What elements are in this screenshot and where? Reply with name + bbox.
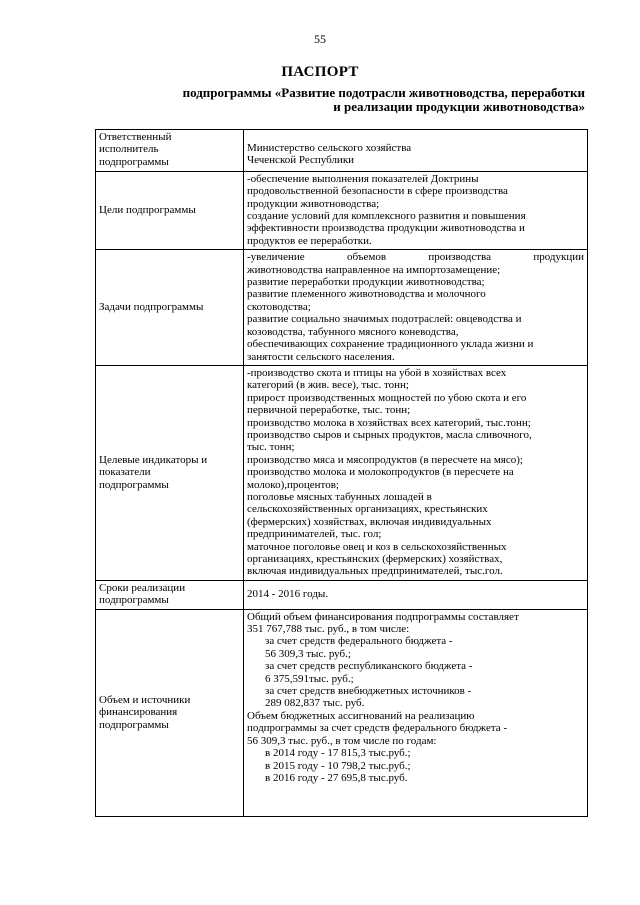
subtitle-line: подпрограммы «Развитие подотрасли животноводства, переработки [182,85,585,100]
value-line: 2014 - 2016 годы. [247,588,329,601]
value-line: животноводства направленное на импортозамещение; [247,263,501,276]
value-line: за счет средств республиканского бюджета - [265,660,473,673]
value-line: продукции животноводства; [247,197,380,210]
row-value [244,250,588,366]
label-line: показатели [99,466,151,479]
row-label [96,130,244,172]
document-subtitle [95,86,585,114]
value-line: сельскохозяйственных организациях, крестьянских [247,503,488,516]
value-line: производство мяса и мясопродуктов (в пересчете на мясо); [247,453,523,466]
value-line: молоко),процентов; [247,478,339,491]
page-number: 55 [314,32,326,46]
value-line: Министерство сельского хозяйства [247,142,412,154]
label-line: Ответственный [99,131,172,143]
value-line: производство сыров и сырных продуктов, масла сливочного, [247,428,532,441]
value-line: -увеличение объемов производства продукции [247,251,584,264]
label-line: подпрограммы [99,718,169,731]
value-line: в 2015 году - 10 798,2 тыс.руб.; [265,759,411,772]
label-line: Целевые индикаторы и [99,453,208,466]
label-line: Объем и источники [99,693,191,706]
row-value [244,580,588,609]
value-line: подпрограммы за счет средств федерального бюджета - [247,722,508,735]
row-value [244,365,588,580]
value-line: организациях, крестьянских (фермерских) хозяйствах, [247,553,503,565]
value-line: продовольственной безопасности в сфере производства [247,185,508,198]
value-line: первичной переработке, тыс. тонн; [247,404,411,417]
value-line: предпринимателей, тыс. гол; [247,528,382,541]
value-line: скотоводства; [247,300,311,313]
value-line: Чеченской Республики [247,154,355,167]
value-line: занятости сельского населения. [247,350,395,363]
value-line: прирост производственных мощностей по убою скота и его [247,391,527,404]
row-label [96,609,244,817]
document-title: ПАСПОРТ [281,64,359,80]
value-line: создание условий для комплексного развития и повышения [247,210,526,223]
value-line: 56 309,3 тыс. руб.; [265,647,351,660]
label-line: Сроки реализации [99,581,186,594]
row-label [96,250,244,366]
value-line: Общий объем финансирования подпрограммы составляет [247,610,519,623]
value-line: (фермерских) хозяйствах, включая индивидуальных [247,515,492,528]
subtitle-line: и реализации продукции животноводства» [333,99,585,114]
table-row-responsible [96,130,588,172]
label-line: Цели подпрограммы [99,203,196,216]
label-line: подпрограммы [99,478,169,491]
value-line: производство молока в хозяйствах всех категорий, тыс.тонн; [247,416,531,429]
table-row-indicators [96,365,588,580]
value-line: производство молока и молокопродуктов (в пересчете на [247,466,514,479]
label-line: Задачи подпрограммы [99,300,204,313]
table-row-term [96,580,588,609]
label-line: подпрограммы [99,594,169,607]
blank-space [247,784,584,814]
row-value [244,609,588,817]
label-line: финансирования [99,706,178,719]
row-label [96,365,244,580]
table-row-tasks [96,250,588,366]
value-line: поголовье мясных табунных лошадей в [247,490,432,503]
value-line: категорий (в жив. весе), тыс. тонн; [247,379,409,392]
passport-table [95,129,588,817]
value-line: за счет средств федерального бюджета - [265,635,453,648]
value-line: обеспечивающих сохранение традиционного уклада жизни и [247,338,534,351]
value-line: развитие племенного животноводства и молочного [247,288,486,301]
value-line: развитие переработки продукции животноводства; [247,276,485,289]
value-line: за счет средств внебюджетных источников - [265,685,472,698]
row-value [244,130,588,172]
value-line: тыс. тонн; [247,441,295,454]
row-label [96,171,244,249]
value-line: -производство скота и птицы на убой в хозяйствах всех [247,366,507,379]
value-line: 289 082,837 тыс. руб. [265,697,365,710]
label-line: подпрограммы [99,155,169,168]
label-line: исполнитель [99,143,159,156]
value-line: Объем бюджетных ассигнований на реализацию [247,709,475,722]
value-line: 6 375,591тыс. руб.; [265,672,354,685]
value-line: козоводства, табунного мясного коневодства, [247,325,459,338]
value-line: продуктов ее переработки. [247,234,372,247]
value-line: 56 309,3 тыс. руб., в том числе по годам: [247,734,437,747]
value-line: в 2016 году - 27 695,8 тыс.руб. [265,771,408,784]
table-row-goals [96,171,588,249]
value-line: маточное поголовье овец и коз в сельскохозяйственных [247,540,507,553]
table-row-financing [96,609,588,817]
value-line: в 2014 году - 17 815,3 тыс.руб.; [265,747,411,760]
value-line: развитие социально значимых подотраслей: овцеводства и [247,313,522,326]
row-value [244,171,588,249]
value-line: -обеспечение выполнения показателей Доктрины [247,172,479,185]
value-line: 351 767,788 тыс. руб., в том числе: [247,623,410,636]
value-line: включая индивидуальных предпринимателей, тыс.гол. [247,565,503,578]
value-line: эффективности производства продукции животноводства и [247,222,525,235]
row-label [96,580,244,609]
